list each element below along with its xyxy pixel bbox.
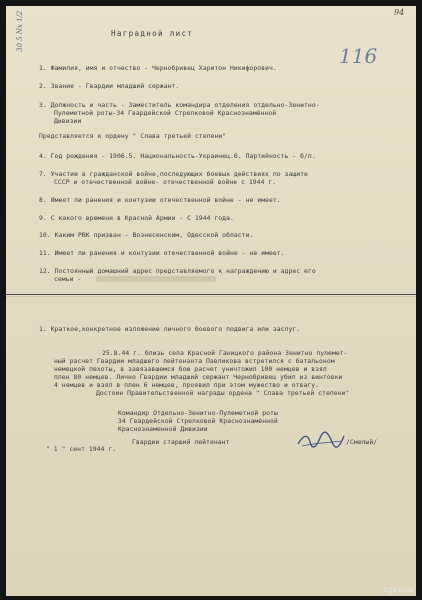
item-3-position-line-3: Дивизии bbox=[54, 117, 82, 125]
section-divider bbox=[6, 294, 416, 295]
narrative-line-3: немецкой пехоты, в завязавшемся бою расчет уничтожил 100 немцев и взял bbox=[54, 365, 327, 373]
item-11-wounds: 11. Имеет ли ранения и контузии отечественной войне - не имеет. bbox=[39, 249, 285, 257]
item-3-position-line-2: Пулеметной роты-34 Гвардейской Стрелковой Краснознамённой bbox=[54, 109, 277, 117]
item-9-army-since: 9. С какого времени в Красной Армии - С 1944 года. bbox=[39, 214, 234, 222]
item-7-war-participation-line-2: СССР и отечественной войне- отечественной войне с 1944 г. bbox=[54, 178, 277, 186]
narrative-line-6: Достоин Правительственной награды ордена " Слава третьей степени" bbox=[96, 389, 350, 397]
item-1-full-name: 1. Фамилия, имя и отчество - Чернобривец Харитон Никифорович. bbox=[39, 64, 277, 72]
narrative-line-5: 4 немцев и взял в плен 6 немцев, проявил при этом мужество и отвагу. bbox=[54, 381, 320, 389]
item-7-war-participation-line-1: 7. Участие в гражданской войне,последующих боевых действиях по защите bbox=[39, 170, 308, 178]
signature-scribble bbox=[296, 430, 346, 450]
feat-section-heading: 1. Краткое,конкретное изложение личного боевого подвига или заслуг. bbox=[39, 325, 301, 333]
item-10-draft-office: 10. Каким РВК призван - Вознесенским, Одесской области. bbox=[39, 231, 254, 239]
site-watermark: sgvavia bbox=[383, 585, 414, 594]
award-sheet-page bbox=[6, 6, 416, 596]
narrative-line-2: ный расчет Гвардии младшего лейтенанта Павликова встретился с батальоном bbox=[54, 357, 335, 365]
narrative-line-1: 25.8.44 г. близь села Красной Ганицкого района Зенитно пулемет- bbox=[102, 349, 348, 357]
item-8-wounds: 8. Имеет ли ранения и контузии отечественной войне - не имеет. bbox=[39, 196, 281, 204]
redacted-address bbox=[96, 276, 216, 282]
paper-fold bbox=[6, 296, 416, 297]
signature-title-line-1: Командир Отдельно-Зенитно-Пулеметной роты bbox=[118, 409, 278, 417]
document-title: Наградной лист bbox=[111, 29, 194, 38]
handwritten-number: 116 bbox=[339, 44, 378, 68]
archive-mark: 30 5 Nx 1/2 bbox=[16, 10, 24, 52]
signature-title-line-3: Краснознаменной Дивизии bbox=[118, 425, 208, 433]
signer-rank: Гвардии старший лейтенант bbox=[132, 438, 230, 446]
page-number: 94 bbox=[394, 8, 405, 17]
item-12-address-line-2: семьи - bbox=[54, 275, 82, 283]
signer-name: /Смелый/ bbox=[346, 438, 378, 446]
signature-title-line-2: 34 Гвардейской Стрелковой Краснознамённой bbox=[118, 417, 278, 425]
item-2-rank: 2. Звание - Гвардии младший сержант. bbox=[39, 82, 180, 90]
award-nomination-line: Представляется к ордену " Слава третьей степени" bbox=[39, 132, 227, 140]
item-3-position-line-1: 3. Должность и часть - Заместитель командира отделения отдельно-Зенитно- bbox=[39, 101, 320, 109]
narrative-line-4: плен 80 немцев. Лично Гвардии младший сержант Чернобривец убил из винтовки bbox=[54, 373, 343, 381]
document-date: " 1 " сент 1944 г. bbox=[46, 445, 117, 453]
item-12-address-line-1: 12. Постоянный домашний адрес представляемого к награждению и адрес его bbox=[39, 267, 316, 275]
item-4-birth-nationality-party: 4. Год рождения - 1906.5. Национальность-Украинец.6. Партийность - б/п. bbox=[39, 152, 316, 160]
